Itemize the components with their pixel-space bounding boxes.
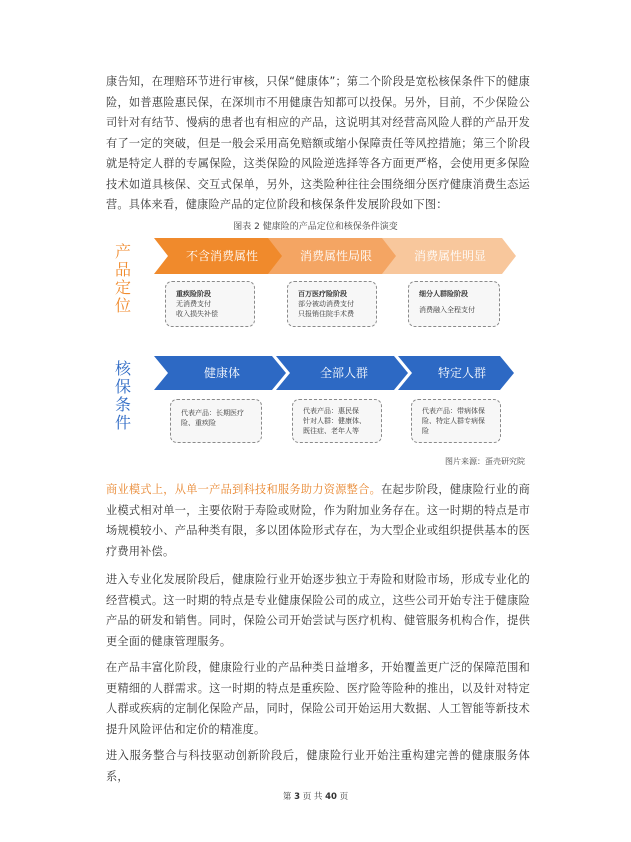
row1-stage-3: 消费属性明显 xyxy=(413,249,486,263)
footer-page-number: 3 xyxy=(294,792,300,802)
figure-source: 图片来源：蛋壳研究院 xyxy=(445,457,525,466)
row1-stage-2: 消费属性局限 xyxy=(299,249,372,263)
row2-box-1-line-1: 代表产品：长期医疗 xyxy=(181,409,244,417)
row2-label-text: 核保条件 xyxy=(114,359,131,432)
row2-box-1 xyxy=(170,399,262,443)
row1-label xyxy=(114,243,134,315)
row1-box-3-line-2: 消费融入全程支付 xyxy=(419,306,475,314)
row2-label xyxy=(114,360,134,432)
row1-label-text: 产品定位 xyxy=(114,242,131,315)
row1-box-2-line-2: 只报销住院手术费 xyxy=(298,310,354,318)
row2-box-3 xyxy=(411,399,501,443)
row2-box-3-line-2: 险、特定人群专病保 xyxy=(422,417,485,425)
row1-box-3 xyxy=(408,281,500,327)
paragraph-3: 进入专业化发展阶段后，健康险行业开始逐步独立于寿险和财险市场，形成专业化的经营模式。这一时期的特点是专业健康保险公司的成立，这些公司开始专注于健康险产品的研发和销售。同时，保险公司开始尝试与医疗机构、健管服务机构合作，提供更全面的健康管理服务。 xyxy=(106,573,530,648)
footer-suffix: 页 xyxy=(339,792,349,802)
footer-mid: 页 共 xyxy=(302,792,323,802)
row1-box-3-title: 细分人群险阶段 xyxy=(419,290,468,298)
figure-caption: 图表 2 健康险的产品定位和核保条件演变 xyxy=(233,222,398,232)
row1-box-1-title: 重疾险阶段 xyxy=(176,290,211,298)
paragraph-5: 进入服务整合与科技驱动创新阶段后，健康险行业开始注重构建完善的健康服务体系， xyxy=(106,749,530,783)
row1-box-1-line-2: 收入损失补偿 xyxy=(176,310,218,318)
row2-stage-1: 健康体 xyxy=(203,366,240,380)
row2-box-3-line-3: 险 xyxy=(422,427,429,435)
row2-box-2 xyxy=(292,399,382,443)
row2-stage-3: 特定人群 xyxy=(437,366,486,380)
row1-box-1-line-1: 无消费支付 xyxy=(176,300,211,308)
page-footer xyxy=(0,790,631,802)
footer-total-pages: 40 xyxy=(325,792,337,802)
row1-box-2-title: 百万医疗险阶段 xyxy=(298,290,347,298)
row2-box-2-line-1: 代表产品：惠民保 xyxy=(303,407,359,415)
paragraph-4: 在产品丰富化阶段，健康险行业的产品种类日益增多，开始覆盖更广泛的保障范围和更精细的人群需求。这一时期的特点是重疾险、医疗险等险种的推出，以及针对特定人群或疾病的定制化保险产品，同时，保险公司开始运用大数据、人工智能等新技术提升风险评估和定价的精准度。 xyxy=(106,661,530,736)
footer-prefix: 第 xyxy=(282,792,292,802)
row1-box-2 xyxy=(287,281,377,327)
row2-box-2-line-2: 针对人群：健康体、 xyxy=(303,417,366,425)
paragraph-1: 康告知，在理赔环节进行审核，只保“健康体”；第二个阶段是宽松核保条件下的健康险，如普惠险惠民保，在深圳市不用健康告知都可以投保。另外，目前，不少保险公司针对有结节、慢病的患者也有相应的产品，这说明其对经营高风险人群的产品开发有了一定的突破，但是一般会采用高免赔额或缩小保障责任等风控措施；第三个阶段就是特定人群的专属保险，这类保险的风险逆选择等各方面更严格，会使用更多保险技术如道具核保、交互式保单，另外，这类险种往往会围绕细分医疗健康消费生态运营。具体来看，健康险产品的定位阶段和核保条件发展阶段如下图： xyxy=(106,75,530,211)
row2-box-2-line-3: 既往症、老年人等 xyxy=(303,427,359,435)
row2-box-3-line-1: 代表产品：带病体保 xyxy=(422,407,485,415)
paragraph-2-highlight: 商业模式上，从单一产品到科技和服务助力资源整合。 xyxy=(106,483,382,496)
paragraph-2 xyxy=(106,480,530,562)
row2-stage-2: 全部人群 xyxy=(319,366,368,380)
row1-stage-1: 不含消费属性 xyxy=(185,249,258,263)
row2-box-1-line-2: 险、重疾险 xyxy=(181,419,216,427)
row1-box-1 xyxy=(165,281,255,327)
paragraph-2-rest: 在起步阶段，健康险行业的商业模式相对单一，主要依附于寿险或财险，作为附加业务存在。这一时期的特点是市场规模较小、产品种类有限，多以团体险形式存在，为大型企业或组织提供基本的医疗费用补偿。 xyxy=(106,483,530,558)
row1-box-2-line-1: 部分被动消费支付 xyxy=(298,300,354,308)
